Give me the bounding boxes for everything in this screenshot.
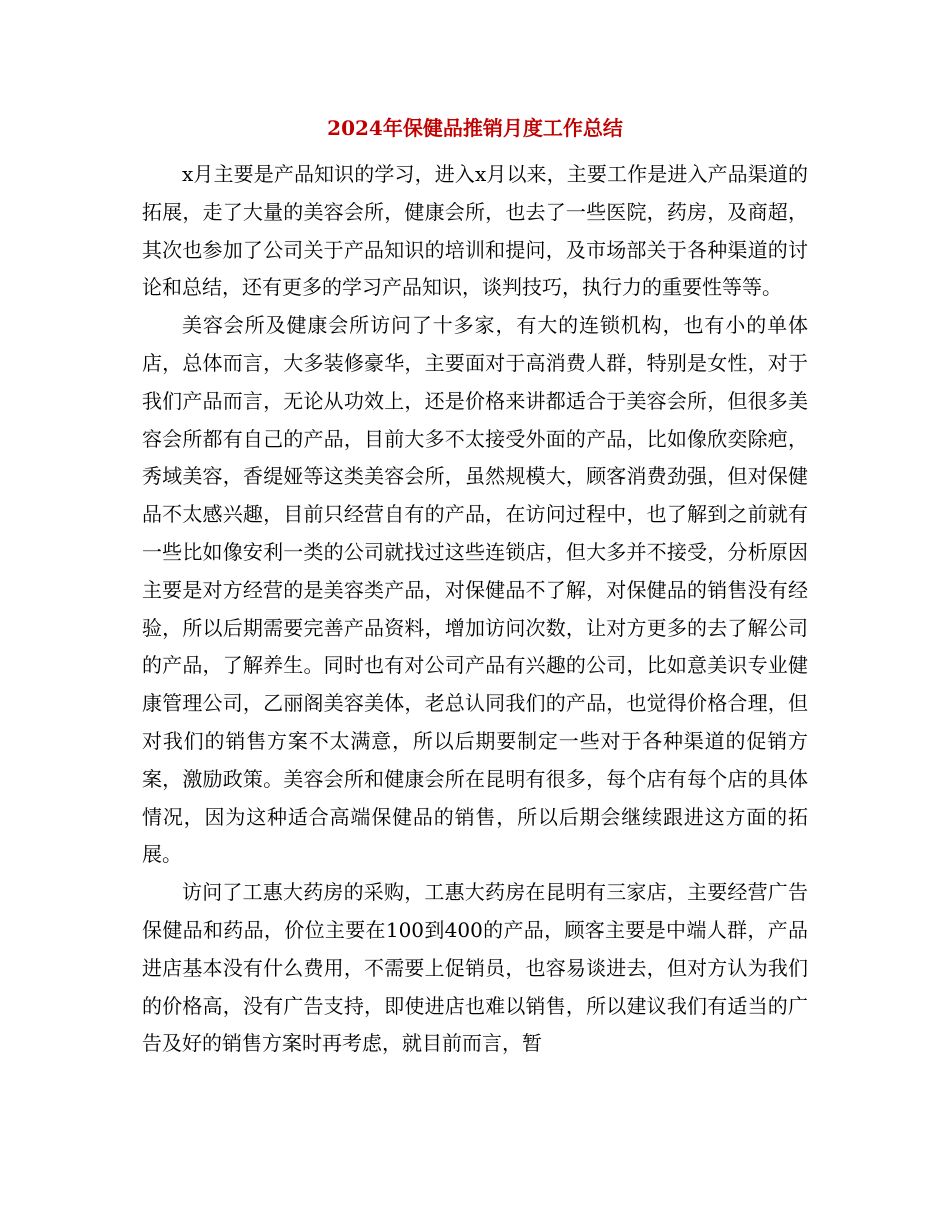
document-title: 2024年保健品推销月度工作总结 bbox=[327, 116, 623, 140]
paragraph-1: x月主要是产品知识的学习，进入x月以来，主要工作是进入产品渠道的拓展，走了大量的美容会所，健康会所，也去了一些医院，药房，及商超，其次也参加了公司关于产品知识的培训和提问，及市场部关于各种渠道的讨论和总结，还有更多的学习产品知识，谈判技巧，执行力的重要性等等。 bbox=[142, 162, 808, 300]
paragraph-2: 美容会所及健康会所访问了十多家，有大的连锁机构，也有小的单体店，总体而言，大多装修豪华，主要面对于高消费人群，特别是女性，对于我们产品而言，无论从功效上，还是价格来讲都适合于美容会所，但很多美容会所都有自己的产品，目前大多不太接受外面的产品，比如像欣奕除疤，秀域美容，香缇娅等这类美容会所，虽然规模大，顾客消费劲强，但对保健品不太感兴趣，目前只经营自有的产品，在访问过程中，也了解到之前就有一些比如像安利一类的公司就找过这些连锁店，但大多并不接受，分析原因主要是对方经营的是美容类产品，对保健品不了解，对保健品的销售没有经验，所以后期需要完善产品资料，增加访问次数，让对方更多的去了解公司的产品，了解养生。同时也有对公司产品有兴趣的公司，比如意美识专业健康管理公司，乙丽阁美容美体，老总认同我们的产品，也觉得价格合理，但对我们的销售方案不太满意，所以后期要制定一些对于各种渠道的促销方案，激励政策。美容会所和健康会所在昆明有很多，每个店有每个店的具体情况，因为这种适合高端保健品的销售，所以后期会继续跟进这方面的拓展。 bbox=[142, 313, 808, 867]
paragraph-3: 访问了工惠大药房的采购，工惠大药房在昆明有三家店，主要经营广告保健品和药品，价位主要在100到400的产品，顾客主要是中端人群，产品进店基本没有什么费用，不需要上促销员，也容易谈进去，但对方认为我们的价格高，没有广告支持，即使进店也难以销售，所以建议我们有适当的广告及好的销售方案时再考虑，就目前而言，暂 bbox=[142, 880, 808, 1056]
document-body bbox=[142, 156, 808, 1063]
